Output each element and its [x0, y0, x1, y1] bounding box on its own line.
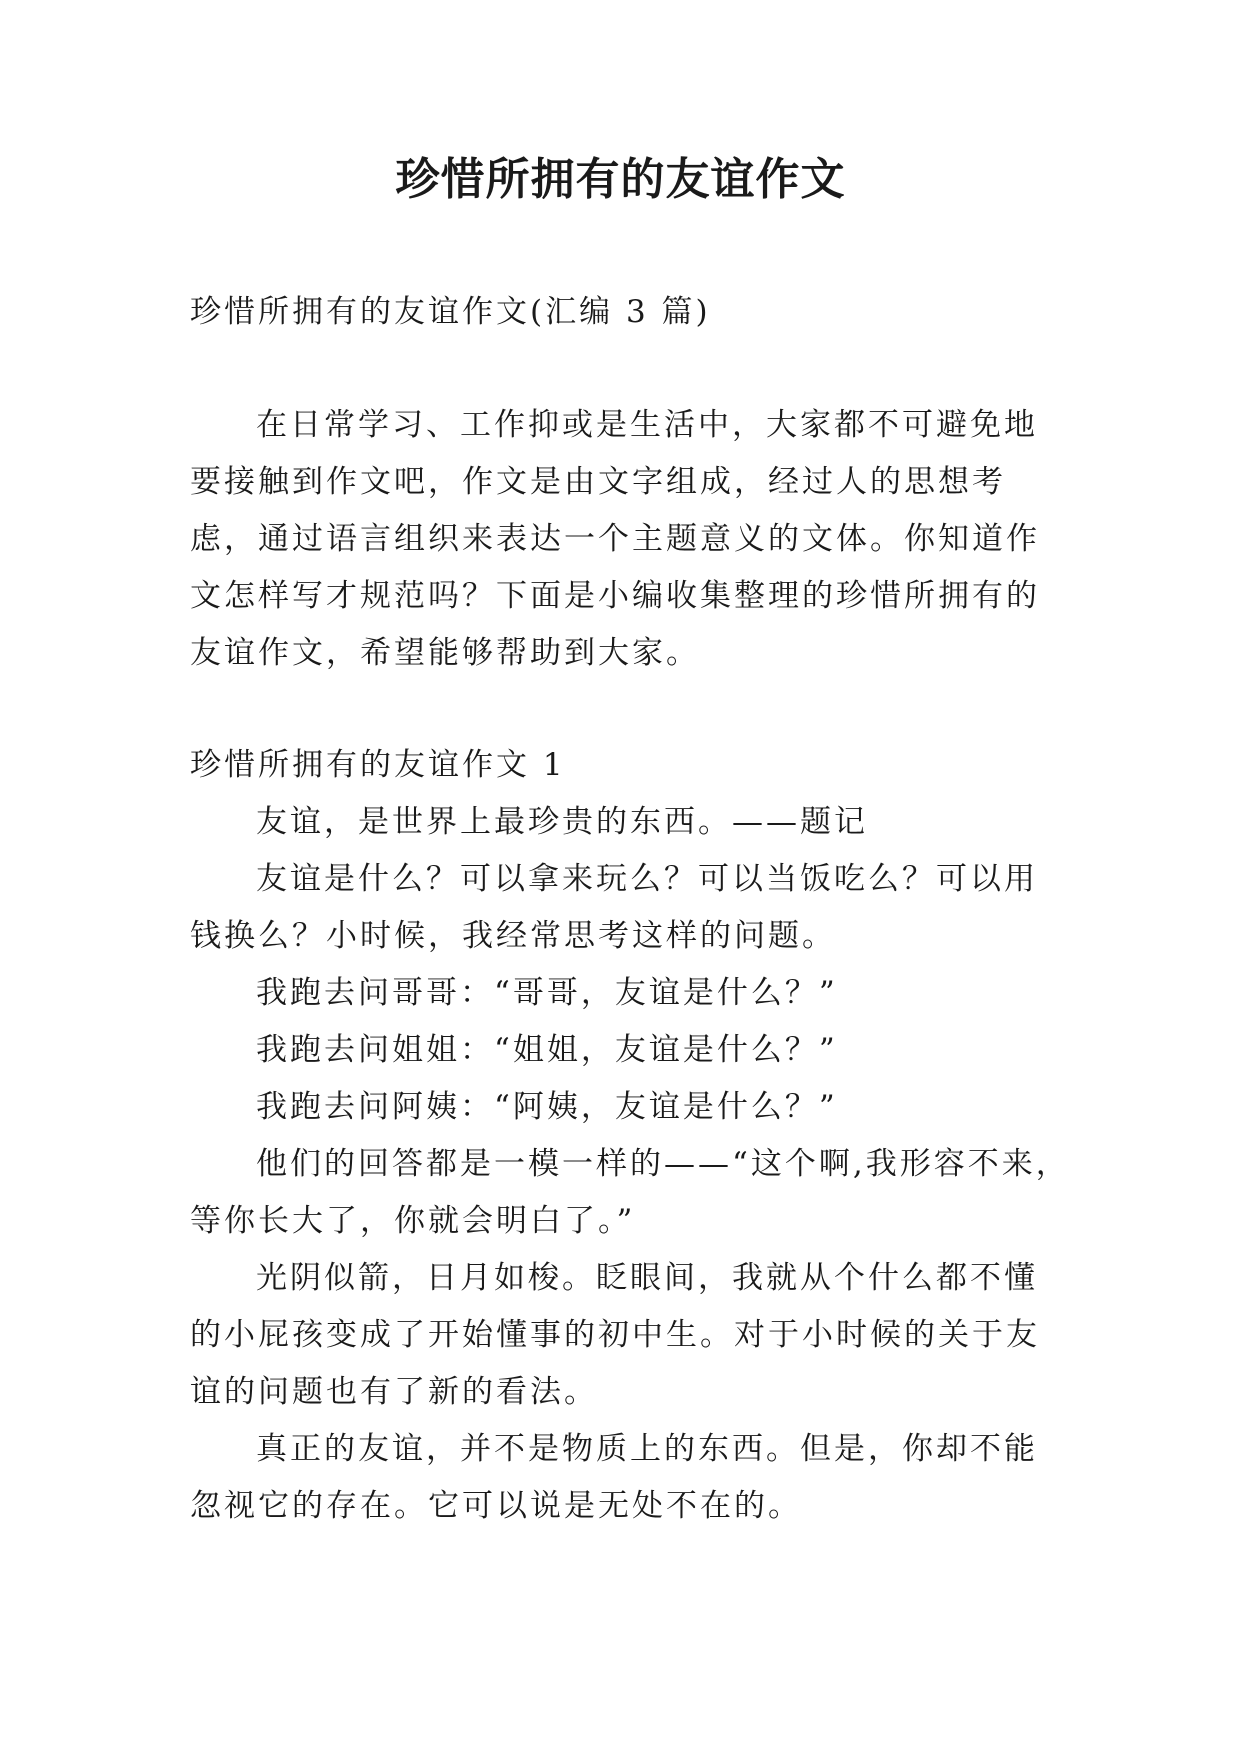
- document-subtitle: 珍惜所拥有的友谊作文(汇编 3 篇): [190, 294, 711, 330]
- body-paragraph: 我跑去问姐姐：“姐姐，友谊是什么？”: [256, 1032, 838, 1068]
- intro-paragraph: 在日常学习、工作抑或是生活中，大家都不可避免地要接触到作文吧，作文是由文字组成，经过人的思想考虑，通过语言组织来表达一个主题意义的文体。你知道作文怎样写才规范吗？下面是小编收集整理的珍惜所拥有的友谊作文，希望能够帮助到大家。: [190, 407, 1040, 671]
- document-body: [190, 284, 1070, 1535]
- body-paragraph: 真正的友谊，并不是物质上的东西。但是，你却不能忽视它的存在。它可以说是无处不在的。: [190, 1431, 1038, 1524]
- body-paragraph: 友谊是什么？可以拿来玩么？可以当饭吃么？可以用钱换么？小时候，我经常思考这样的问题。: [190, 861, 1038, 954]
- body-paragraph: 他们的回答都是一模一样的——“这个啊,我形容不来，等你长大了，你就会明白了。”: [190, 1146, 1070, 1239]
- body-paragraph: 光阴似箭，日月如梭。眨眼间，我就从个什么都不懂的小屁孩变成了开始懂事的初中生。对于小时候的关于友谊的问题也有了新的看法。: [190, 1260, 1040, 1410]
- document-title: 珍惜所拥有的友谊作文: [395, 154, 846, 205]
- body-paragraph: 我跑去问阿姨：“阿姨，友谊是什么？”: [256, 1089, 838, 1125]
- section-heading: 珍惜所拥有的友谊作文 1: [190, 747, 566, 783]
- body-paragraph: 友谊，是世界上最珍贵的东西。——题记: [256, 804, 868, 840]
- body-paragraph: 我跑去问哥哥：“哥哥，友谊是什么？”: [256, 975, 838, 1011]
